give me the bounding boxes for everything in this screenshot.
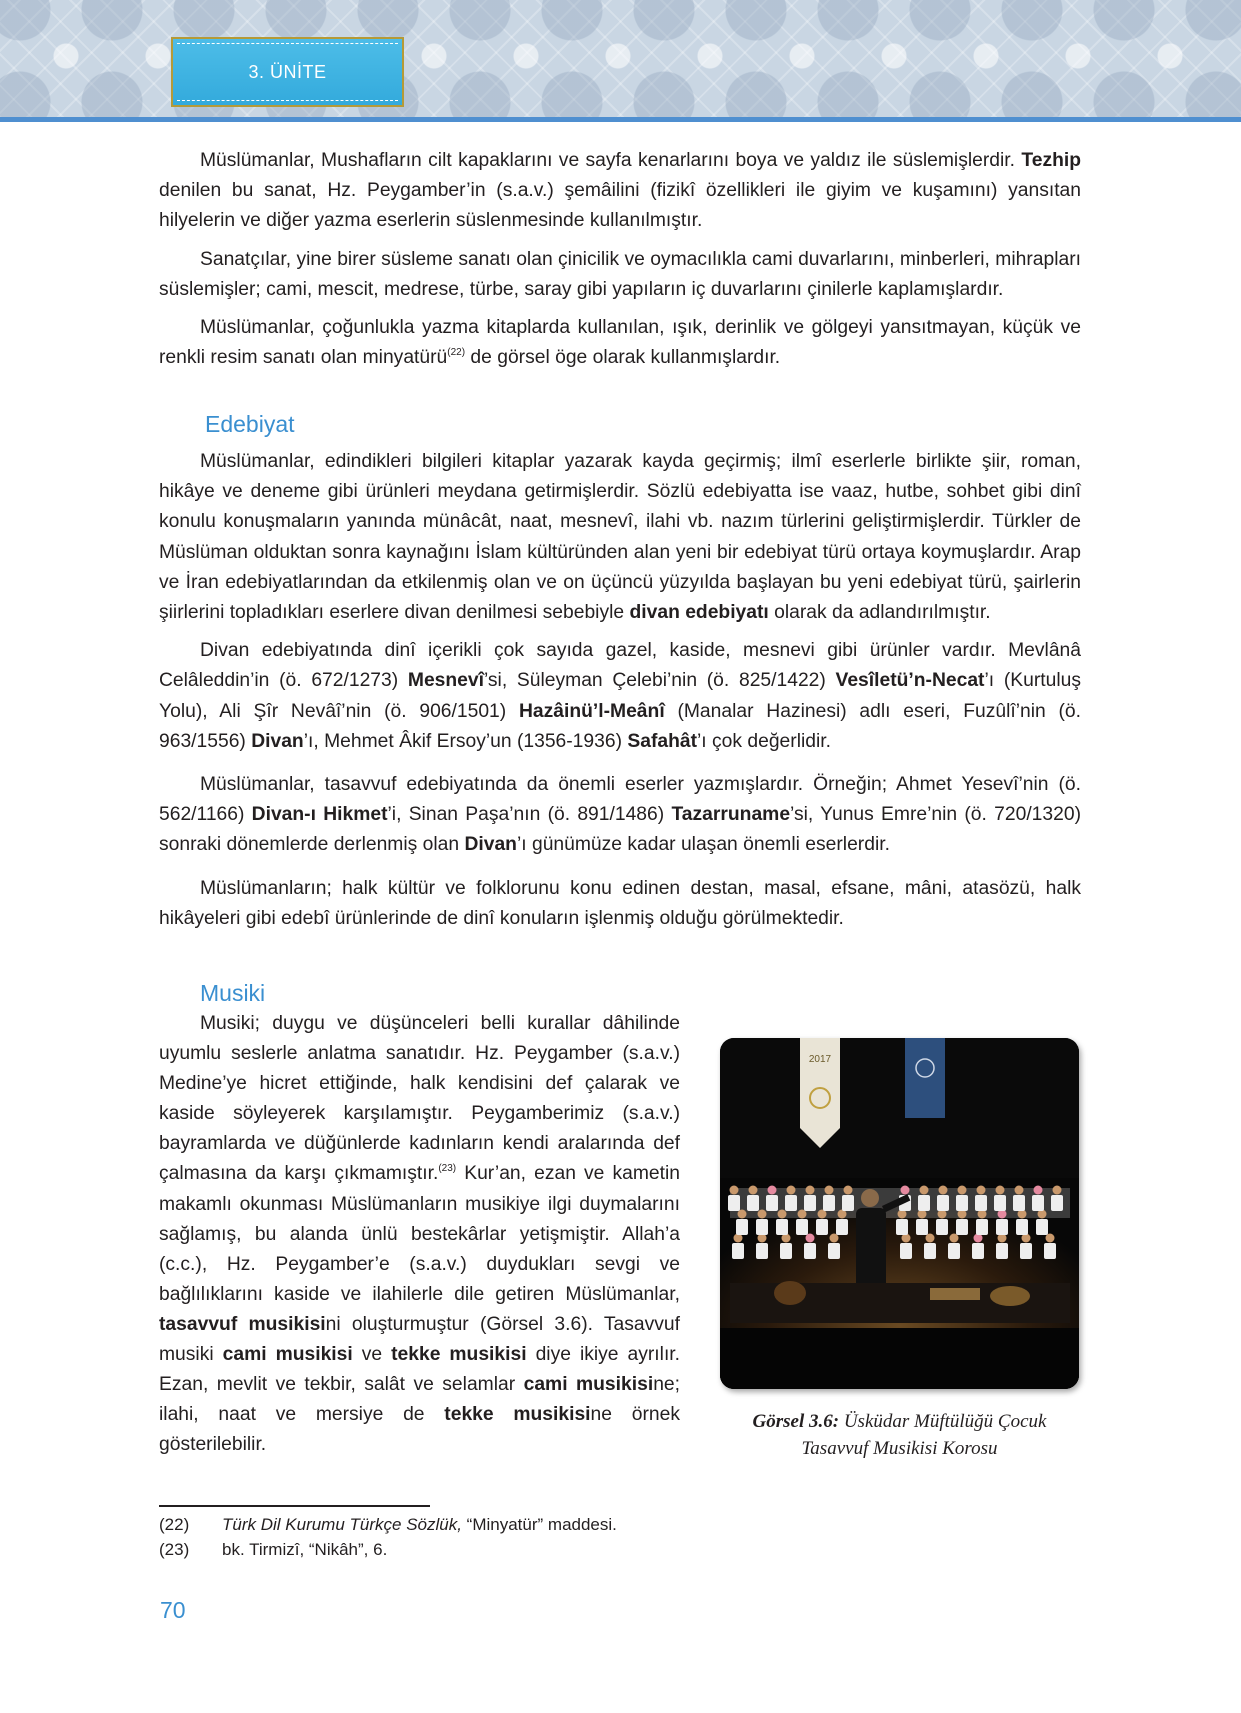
singer-shirt	[948, 1243, 960, 1259]
singer-shirt	[756, 1219, 768, 1235]
singer-shirt	[776, 1219, 788, 1235]
singer-head	[806, 1186, 815, 1195]
singer-shirt	[732, 1243, 744, 1259]
term-tezhip: Tezhip	[1021, 150, 1081, 171]
paragraph: Müslümanların; halk kültür ve folklorunu konu edinen destan, masal, efsane, mâni, atasözü, halk hikâyeleri gibi edebî ürünlerinde de dinî konuların işlenmiş olduğu görülmektedir.	[159, 877, 1081, 929]
paragraph: Müslümanlar, edindikleri bilgileri kitaplar yazarak kayda geçirmiş; ilmî eserlerle birlikte şiir, roman, hikâye ve deneme gibi ürünleri meydana getirmişlerdir. Sözlü edebiyatta ise vaaz, hutbe, sohbet gibi dinî konulu konuşmaların yanında münâcât, naat, mesnevî, ilahi vb. nazım türlerini geliştirmişlerdir. Türkler de Müslüman olduktan sonra kaynağını İslam kültüründen alan yeni bir edebiyat türü ortaya koymuşlardır. Arap ve İran edebiyatlarından da etkilenmiş olan ve on üçüncü yüzyılda başlayan bu yeni edebiyat türü, şairlerin şiirlerini topladıkları eserlere divan denilmesi sebebiyle divan edebiyatı olarak da adlandırılmıştır.	[159, 451, 1081, 624]
singer-shirt	[956, 1219, 968, 1235]
singer-shirt	[996, 1243, 1008, 1259]
page-number: 70	[160, 1597, 186, 1623]
caption-text: Üsküdar Müftülüğü Çocuk Tasavvuf Musikisi Korosu	[801, 1411, 1047, 1459]
singer-shirt	[1020, 1243, 1032, 1259]
singer-shirt	[785, 1195, 797, 1211]
singer-shirt	[728, 1195, 740, 1211]
footnote-ref: (23)	[438, 1163, 457, 1175]
singer-head	[844, 1186, 853, 1195]
singer-shirt	[924, 1243, 936, 1259]
singer-shirt	[804, 1243, 816, 1259]
singer-head	[1015, 1186, 1024, 1195]
footnote-item: (22) Türk Dil Kurumu Türkçe Sözlük, “Minyatür” maddesi.	[159, 1515, 617, 1534]
paragraph: Müslümanlar, tasavvuf edebiyatında da önemli eserler yazmışlardır. Örneğin; Ahmet Yesevî’nin (ö. 562/1166) Divan-ı Hikmet’i, Sinan Paşa’nın (ö. 891/1486) Tazarruname’si, Yunus Emre’nin (ö. 720/1320) sonraki dönemlerde derlenmiş olan Divan’ı günümüze kadar ulaşan önemli eserlerdir.	[159, 774, 1081, 856]
paragraph: Sanatçılar, yine birer süsleme sanatı olan çinicilik ve oymacılıkla cami duvarlarını, minberleri, mihrapları süslemişler; cami, mescit, medrese, türbe, saray gibi yapıların iç duvarlarını çinilerle kaplamışlardır.	[159, 248, 1081, 300]
singer-shirt	[842, 1195, 854, 1211]
singer-head	[950, 1234, 959, 1243]
singer-shirt	[916, 1219, 928, 1235]
singer-shirt	[994, 1195, 1006, 1211]
singer-head	[920, 1186, 929, 1195]
svg-text:2017: 2017	[808, 1054, 832, 1065]
figure-caption	[720, 1408, 1079, 1462]
singer-shirt	[780, 1243, 792, 1259]
caption-label: Görsel 3.6:	[752, 1411, 840, 1432]
singer-shirt	[1036, 1219, 1048, 1235]
singer-head	[1053, 1186, 1062, 1195]
singer-shirt	[900, 1243, 912, 1259]
singer-shirt	[836, 1219, 848, 1235]
footnote-rule	[159, 1505, 430, 1507]
singer-shirt	[804, 1195, 816, 1211]
paragraph: Musiki; duygu ve düşünceleri belli kurallar dâhilinde uyumlu seslerle anlatma sanatıdır. Hz. Peygamber (s.a.v.) Medine’ye hicret ettiğinde, halk kendisini def çalarak ve kaside söyleyerek karşılamıştır. Peygamberimiz (s.a.v.) bayramlarda ve düğünlerde kadınların kendi aralarında def çalmasına da karşı çıkmamıştır.$^{(23)}$ Kur’an, ezan ve kametin makamlı okunması Müslümanların musikiye ilgi duymalarını sağlamış, bu alanda ünlü bestekârlar yetişmiştir. Allah’a (c.c.), Hz. Peygamber’e (s.a.v.) duydukları sevgi ve bağlılıklarını kaside ve ilahilerle dile getiren Müslümanlar, tasavvuf musikisini oluşturmuştur (Görsel 3.6). Tasavvuf musiki cami musikisi ve tekke musikisi diye ikiye ayrılır. Ezan, mevlit ve tekbir, salât ve selamlar cami musikisine; ilahi, naat ve mersiye de tekke musikisine örnek gösterilebilir.	[159, 1013, 681, 1456]
footnotes	[159, 1512, 859, 1562]
singer-head	[1034, 1186, 1043, 1195]
singer-shirt	[1016, 1219, 1028, 1235]
singer-head	[730, 1186, 739, 1195]
singer-shirt	[823, 1195, 835, 1211]
singer-shirt	[937, 1195, 949, 1211]
singer-shirt	[1051, 1195, 1063, 1211]
singer-head	[768, 1186, 777, 1195]
singer-shirt	[936, 1219, 948, 1235]
musicians-row	[730, 1281, 1070, 1323]
footnote-item: (23) bk. Tirmizî, “Nikâh”, 6.	[159, 1540, 388, 1559]
singer-shirt	[1032, 1195, 1044, 1211]
banner-left	[800, 1038, 840, 1128]
singer-head	[758, 1210, 767, 1219]
singer-head	[996, 1186, 1005, 1195]
singer-head	[798, 1210, 807, 1219]
singer-shirt	[747, 1195, 759, 1211]
unit-label: 3. ÜNİTE	[248, 61, 327, 82]
header-rule	[0, 117, 1241, 122]
singer-head	[901, 1186, 910, 1195]
unit-badge	[171, 37, 404, 107]
section-heading-musiki: Musiki	[200, 980, 266, 1006]
singer-head	[1046, 1234, 1055, 1243]
musiki-section	[159, 1009, 680, 1460]
singer-shirt	[972, 1243, 984, 1259]
singer-shirt	[736, 1219, 748, 1235]
singer-head	[977, 1186, 986, 1195]
singer-shirt	[816, 1219, 828, 1235]
singer-head	[939, 1186, 948, 1195]
singer-shirt	[828, 1243, 840, 1259]
singer-shirt	[756, 1243, 768, 1259]
singer-head	[787, 1186, 796, 1195]
singer-shirt	[796, 1219, 808, 1235]
singer-shirt	[766, 1195, 778, 1211]
singer-head	[749, 1186, 758, 1195]
paragraph: Müslümanlar, Mushafların cilt kapaklarını ve sayfa kenarlarını boya ve yaldız ile süslemişlerdir. Tezhip denilen bu sanat, Hz. Peygamber’in (s.a.v.) şemâilini (fizikî özellikleri ile giyim ve kuşamını) yansıtan hilyelerin ve diğer yazma eserlerin süslenmesinde kullanılmıştır.	[159, 150, 1081, 232]
singer-head	[778, 1210, 787, 1219]
singer-shirt	[918, 1195, 930, 1211]
singer-head	[825, 1186, 834, 1195]
intro-section	[159, 146, 1081, 373]
footnote-ref: (22)	[447, 347, 466, 359]
singer-shirt	[1044, 1243, 1056, 1259]
singer-head	[830, 1234, 839, 1243]
singer-shirt	[975, 1195, 987, 1211]
singer-shirt	[1013, 1195, 1025, 1211]
singer-head	[926, 1234, 935, 1243]
paragraph: Divan edebiyatında dinî içerikli çok sayıda gazel, kaside, mesnevi gibi ürünler vardır. Mevlânâ Celâleddin’in (ö. 672/1273) Mesnevî’si, Süleyman Çelebi’nin (ö. 825/1422) Vesîletü’n-Necat’ı (Kurtuluş Yolu), Ali Şîr Nevâî’nin (ö. 906/1501) Hazâinü’l-Meânî (Manalar Hazinesi) adlı eseri, Fuzûlî’nin (ö. 963/1556) Divan’ı, Mehmet Âkif Ersoy’un (1356-1936) Safahât’ı çok değerlidir.	[159, 640, 1082, 752]
singer-shirt	[896, 1219, 908, 1235]
singer-head	[738, 1210, 747, 1219]
banner-right	[905, 1038, 945, 1118]
singer-shirt	[956, 1195, 968, 1211]
choir-photo	[720, 1038, 1079, 1389]
paragraph: Müslümanlar, çoğunlukla yazma kitaplarda kullanılan, ışık, derinlik ve gölgeyi yansıtmayan, küçük ve renkli resim sanatı olan minyatürü$^{(22)}$ de görsel öge olarak kullanmışlardır.	[159, 317, 1081, 369]
edebiyat-section	[159, 447, 1081, 934]
singer-shirt	[976, 1219, 988, 1235]
singer-head	[958, 1186, 967, 1195]
section-heading-edebiyat: Edebiyat	[205, 411, 295, 437]
singer-head	[806, 1234, 815, 1243]
singer-shirt	[996, 1219, 1008, 1235]
choir-illustration	[720, 1038, 1079, 1389]
